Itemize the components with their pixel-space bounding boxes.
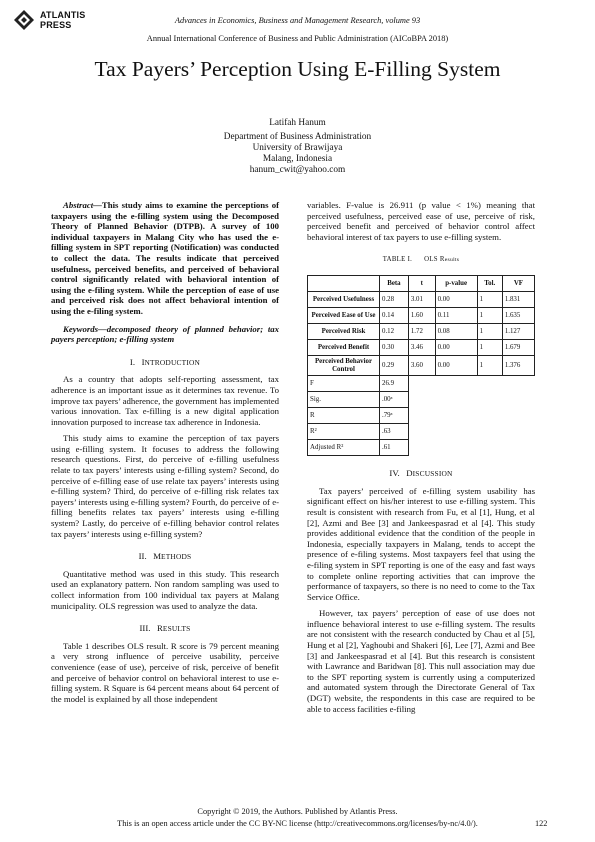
table-cell: 0.28 (380, 291, 409, 307)
results-paragraph-continued: variables. F-value is 26.911 (p value < 1%) meaning that perceived usefulness, perceived ease of use, perceive of risk, perceived benefit and perceived of behavior control affect behavioral interest of tax payers to use e-filling system. (307, 200, 535, 242)
table-cell: 0.12 (380, 323, 409, 339)
footer-copyright: Copyright © 2019, the Authors. Published by Atlantis Press. (197, 807, 398, 816)
discussion-paragraph-2: However, tax payers’ perception of ease of use does not influence behavioral interest to use e-filling system. The results are not consistent with the research conducted by Chau et al [5], Hung et al [2], Yaghoubi and Shakeri [6], Lee [7], Azmi and Bee [3] and Jankeespasrad et al [4]. But this research is consistent with Lawrance and Baridwan [8]. This null association may due to the SPT reporting system is currently using a computerized and automated system through the Directorate General of Tax (DGT) website, the respondents in this case are required to be able to access facilities e-filing (307, 608, 535, 714)
table-stat-row (308, 408, 535, 424)
table-cell: 0.00 (435, 339, 477, 355)
table-cell: 3.60 (408, 355, 435, 375)
section-rest: NTRODUCTION (144, 357, 201, 367)
table-cell: .63 (380, 424, 409, 440)
table-cell: R² (308, 424, 380, 440)
table-cell: 0.11 (435, 307, 477, 323)
table-cell: Perceived Risk (308, 323, 380, 339)
table-header-cell: VF (502, 275, 534, 291)
author-university: University of Brawijaya (252, 143, 343, 153)
author-email: hanum_cwit@yahoo.com (249, 165, 346, 175)
table-cell: 0.14 (380, 307, 409, 323)
table-header-cell: Tol. (477, 275, 502, 291)
table-cell: 0.08 (435, 323, 477, 339)
table-cell: Perceived Benefit (308, 339, 380, 355)
table-cell: 26.9 (380, 376, 409, 392)
author-block (0, 118, 595, 176)
abstract-text: This study aims to examine the perceptions of taxpayers using the e-filling system using the Decomposed Theory of Planned Behavior (DTPB). A survey of 100 individual taxpayers in Malang City who has used the e-filling system in SPT reporting (Notification) was conducted to collect the data. The results indicate that perceived usefulness, perceived benefits, and perceived of behavioral control significantly related with behavioral intention of using the e-filing system. While the perception of ease of use and perceived risk does not affect behavioral intention of using the e-filing system. (51, 200, 279, 316)
discussion-paragraph-1: Tax payers’ perceived of e-filling system usability has significant effect on his/her interest to use e-filling system. This result is consistent with research from Fu, et al [1], Hung, et al [2], Azmi and Bee [3] and Jankeespasrad et al [4]. This study provides additional evidence that the condition of the people in Indonesia, especially taxpayers in Malang, tends to accept the presence of e-filing systems. Most taxpayers feel that using the e-filing system in SPT reporting is one of the easy and fast ways to complete online reporting activities that can improve the performance of taxpayers, so there is no need to come to the Tax Service Office. (307, 485, 535, 602)
footer-license: This is an open access article under the CC BY-NC license (http://creativecommons.org/licenses/by-nc/4.0/). (117, 819, 478, 828)
table-header-cell: p-value (435, 275, 477, 291)
section-initial: M (153, 551, 161, 562)
table-stat-row (308, 440, 535, 456)
ols-results-table (307, 275, 535, 456)
intro-paragraph-1: As a country that adopts self-reporting assessment, tax adherence is an important issue as it determines tax revenue. To improve tax payers’ adherence, the government has implemented various innovation. Tax e-filling is a new digital application innovation purposed to increase tax adherence in Indonesia. (51, 374, 279, 427)
section-initial: I (141, 356, 145, 367)
table-header-row (308, 275, 535, 291)
table-cell: .61 (380, 440, 409, 456)
table-cell: Perceived Usefulness (308, 291, 380, 307)
right-column (307, 200, 535, 714)
table-stat-row (308, 376, 535, 392)
table-cell: 1.376 (502, 355, 534, 375)
section-heading-introduction (51, 357, 279, 369)
section-initial: D (406, 468, 413, 479)
author-city: Malang, Indonesia (262, 154, 333, 164)
table-cell: 0.00 (435, 291, 477, 307)
table-cell: .00ᵃ (380, 392, 409, 408)
section-number: III. (139, 623, 151, 634)
table-cell: 1.127 (502, 323, 534, 339)
table-row (308, 355, 535, 375)
keywords-label: Keywords— (63, 323, 107, 334)
table-cell: .79ᵃ (380, 408, 409, 424)
table-cell: F (308, 376, 380, 392)
keywords (51, 324, 279, 345)
table-cell: Perceived Behavior Control (308, 355, 380, 375)
section-rest: ISCUSSION (412, 469, 453, 479)
table-cell: 1.831 (502, 291, 534, 307)
table-cell: 0.29 (380, 355, 409, 375)
author-name: Latifah Hanum (269, 118, 326, 128)
table-cell: 1.72 (408, 323, 435, 339)
table-cell: 1.635 (502, 307, 534, 323)
author-department: Department of Business Administration (223, 132, 372, 142)
abstract-label: Abstract— (63, 200, 102, 210)
table-cell: 3.46 (408, 339, 435, 355)
table-cell: 1 (477, 291, 502, 307)
table-cell: 3.01 (408, 291, 435, 307)
table-row (308, 323, 535, 339)
table-header-cell (308, 275, 380, 291)
table-cell: 1 (477, 339, 502, 355)
paper-title: Tax Payers’ Perception Using E-Filling System (94, 57, 501, 81)
section-initial: R (157, 623, 163, 634)
logo-text-line1: ATLANTIS (40, 10, 86, 20)
table-cell: 1 (477, 323, 502, 339)
table-cell: Sig. (308, 392, 380, 408)
table-caption (307, 255, 535, 266)
table-caption-initial: OLS R (424, 256, 445, 264)
table-cell: 1 (477, 307, 502, 323)
left-column (51, 200, 279, 704)
table-stat-row (308, 424, 535, 440)
page-number: 122 (535, 819, 548, 828)
keywords-text: decomposed theory of planned behavior; tax payers perception; e-filling system (51, 323, 279, 345)
conference-header: Annual International Conference of Business and Public Administration (AICoBPA 2018) (146, 34, 449, 43)
intro-paragraph-2: This study aims to examine the perception of tax payers using e-filling system. It focuses to address the following research questions. First, do perceive of e-filling usefulness relate to tax payers’ interests using e-filling system? Second, do perceive of e-filling ease of use relate tax payers’ interests using e-filling system? Third, do perceive of e-filling risk relates tax payers’ interests using e-filling system? Fourth, do perceive of e-filling benefits relates tax payers’ interests using e-filling system? Lastly, do perceive of e-filling behavior control relates tax payers’ interests using e-filling system? (51, 433, 279, 539)
methods-paragraph: Quantitative method was used in this study. This research used an explanatory pattern. Non random sampling was used to collect information from 100 individual tax payers at Malang municipality. OLS regression was used to analyze the data. (51, 568, 279, 611)
table-row (308, 291, 535, 307)
table-cell: 0.00 (435, 355, 477, 375)
section-rest: ESULTS (162, 624, 191, 634)
abstract (51, 200, 279, 317)
logo-text-line2: PRESS (40, 20, 72, 30)
table-cell: 0.30 (380, 339, 409, 355)
table-cell: 1 (477, 355, 502, 375)
table-number: TABLE I. (382, 256, 413, 264)
table-cell: 1.60 (408, 307, 435, 323)
table-row (308, 307, 535, 323)
section-number: I. (129, 356, 136, 367)
section-heading-results (51, 623, 279, 635)
table-cell: 1.679 (502, 339, 534, 355)
section-number: II. (138, 551, 147, 562)
results-paragraph: Table 1 describes OLS result. R score is 79 percent meaning a very strong influence of perceive usability, perceive convenience (ease of use), perceive of risk, perceive of benefit and perceive of behavior control on behavioral interest to use e-filling system. R Square is 64 percent means about 64 percent of the model is explained by all those independent (51, 640, 279, 704)
table-cell: Adjusted R² (308, 440, 380, 456)
section-heading-discussion (307, 468, 535, 480)
section-number: IV. (389, 468, 400, 479)
journal-header: Advances in Economics, Business and Management Research, volume 93 (174, 16, 421, 25)
table-row (308, 339, 535, 355)
table-header-cell: t (408, 275, 435, 291)
table-stat-row (308, 392, 535, 408)
section-rest: ETHODS (161, 552, 192, 562)
table-header-cell: Beta (380, 275, 409, 291)
section-heading-methods (51, 551, 279, 563)
table-caption-rest: esults (444, 257, 460, 264)
table-cell: Perceived Ease of Use (308, 307, 380, 323)
table-cell: R (308, 408, 380, 424)
